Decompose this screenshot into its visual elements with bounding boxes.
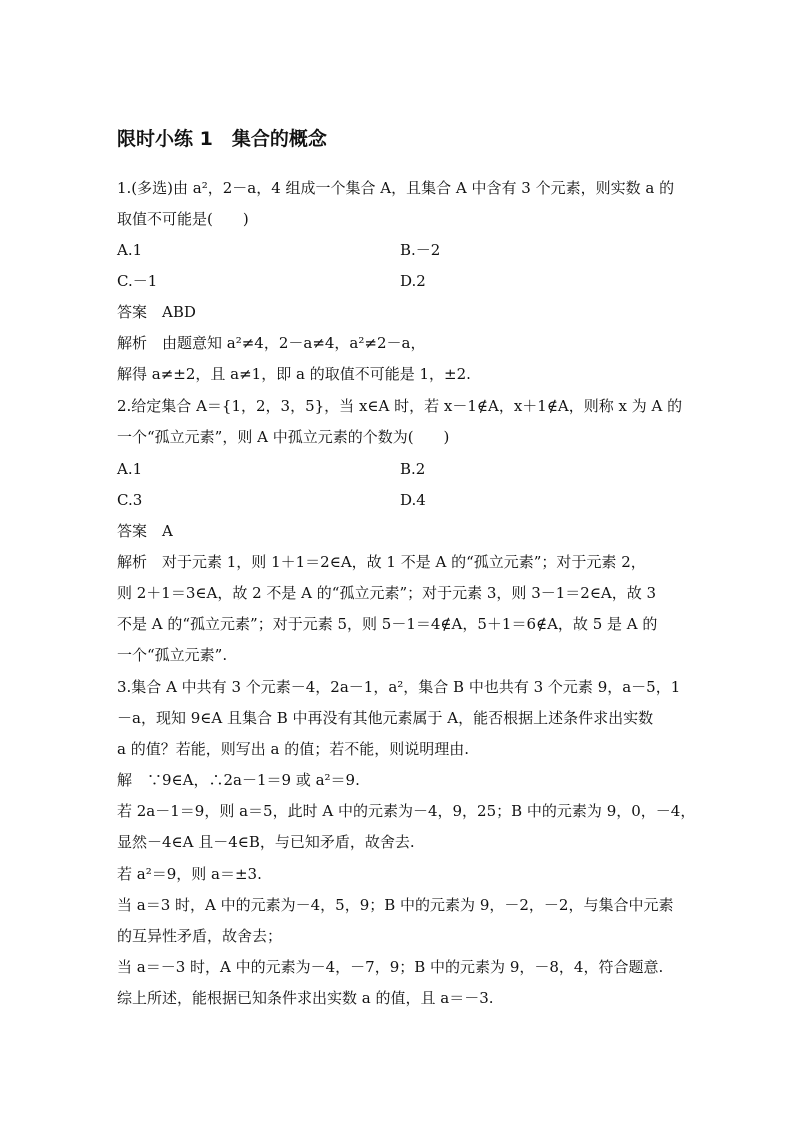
question-1-stem-line-1: 1.(多选)由 a²，2－a，4 组成一个集合 A，且集合 A 中含有 3 个元素，则实数 a 的 — [117, 179, 675, 197]
question-1-option-b: B.－2 — [400, 241, 441, 259]
question-3-stem-line-3: a 的值？若能，则写出 a 的值；若不能，则说明理由. — [117, 740, 469, 758]
question-3-solution-line-6: 的互异性矛盾，故舍去； — [117, 927, 283, 945]
question-2-explanation-line-1: 解析 对于元素 1，则 1＋1＝2∈A，故 1 不是 A 的“孤立元素”；对于元素 2， — [117, 553, 646, 571]
question-2-explanation-line-4: 一个“孤立元素”. — [117, 646, 228, 664]
question-3-solution-line-8: 综上所述，能根据已知条件求出实数 a 的值，且 a＝－3. — [117, 989, 494, 1007]
question-2-stem-line-2: 一个“孤立元素”，则 A 中孤立元素的个数为( ) — [117, 428, 450, 446]
question-3-solution-line-1: 解 ∵9∈A，∴2a－1＝9 或 a²＝9. — [117, 771, 360, 789]
question-3-solution-line-4: 若 a²＝9，则 a＝±3. — [117, 865, 262, 883]
question-1-option-c: C.－1 — [117, 272, 158, 290]
question-3-stem-line-2: －a，现知 9∈A 且集合 B 中再没有其他元素属于 A，能否根据上述条件求出实数 — [117, 709, 654, 727]
page-title: 限时小练 1 集合的概念 — [117, 128, 327, 150]
question-2-answer: 答案 A — [117, 522, 173, 540]
question-1-option-d: D.2 — [400, 272, 426, 290]
question-2-option-a: A.1 — [117, 460, 143, 478]
question-2-stem-line-1: 2.给定集合 A＝{1，2，3，5}，当 x∈A 时，若 x－1∉A，x＋1∉A，则称 x 为 A 的 — [117, 397, 683, 415]
question-1-explanation-line-1: 解析 由题意知 a²≠4，2－a≠4，a²≠2－a， — [117, 334, 426, 352]
question-2-explanation-line-3: 不是 A 的“孤立元素”；对于元素 5，则 5－1＝4∉A，5＋1＝6∉A，故 5 是 A 的 — [117, 615, 658, 633]
question-1-option-a: A.1 — [117, 241, 143, 259]
question-3-solution-line-2: 若 2a－1＝9，则 a＝5，此时 A 中的元素为－4，9，25；B 中的元素为 9，0，－4， — [117, 802, 696, 820]
question-3-solution-line-5: 当 a＝3 时，A 中的元素为－4，5，9；B 中的元素为 9，－2，－2，与集合中元素 — [117, 896, 674, 914]
question-2-option-d: D.4 — [400, 491, 426, 509]
question-3-solution-line-3: 显然－4∈A 且－4∈B，与已知矛盾，故舍去. — [117, 833, 415, 851]
question-2-explanation-line-2: 则 2＋1＝3∈A，故 2 不是 A 的“孤立元素”；对于元素 3，则 3－1＝2∈A，故 3 — [117, 584, 657, 602]
question-2-option-b: B.2 — [400, 460, 426, 478]
question-3-solution-line-7: 当 a＝－3 时，A 中的元素为－4，－7，9；B 中的元素为 9，－8，4，符合题意. — [117, 958, 664, 976]
question-1-stem-line-2: 取值不可能是( ) — [117, 210, 249, 228]
question-1-answer: 答案 ABD — [117, 303, 196, 321]
question-1-explanation-line-2: 解得 a≠±2，且 a≠1，即 a 的取值不可能是 1，±2. — [117, 365, 471, 383]
question-2-option-c: C.3 — [117, 491, 143, 509]
question-3-stem-line-1: 3.集合 A 中共有 3 个元素－4，2a－1，a²，集合 B 中也共有 3 个元素 9，a－5，1 — [117, 678, 681, 696]
